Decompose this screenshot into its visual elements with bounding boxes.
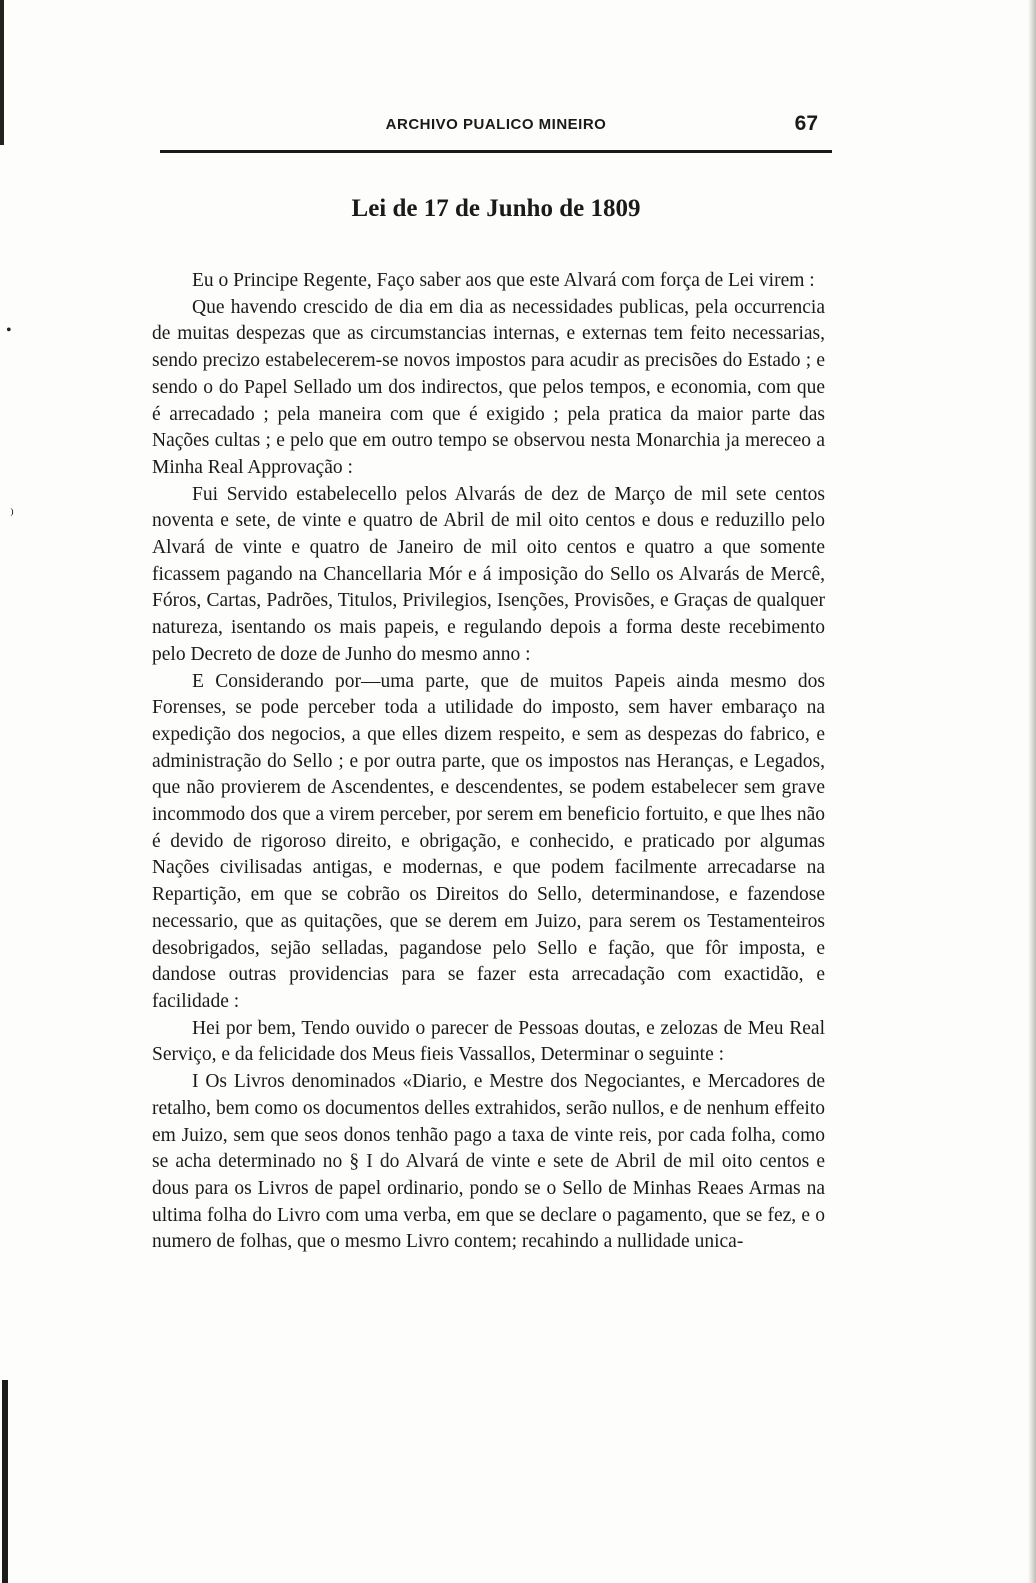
page-left-edge-shadow (0, 0, 4, 145)
page-header (160, 112, 832, 146)
paragraph: Eu o Principe Regente, Faço saber aos que este Alvará com força de Lei virem : (192, 270, 815, 291)
page-left-edge-shadow-lower (2, 1380, 8, 1583)
running-head: ARCHIVO PUALICO MINEIRO (385, 116, 607, 133)
paragraph: Que havendo crescido de dia em dia as necessidades publicas, pela occurrencia de muitas despezas que as circumstancias internas, e externas tem feito necessarias, sendo precizo estabelecerem-se novos impostos para acudir as precisões do Estado ; e sendo o do Papel Sellado um dos indirectos, que pelos tempos, e economia, com que é arrecadado ; pela maneira com que é exigido ; pela pratica da maior parte das Nações cultas ; e pelo que em outro tempo se observou nesta Monarchia ja mereceo a Minha Real Approvação : (152, 296, 825, 478)
margin-speck: • (6, 322, 12, 339)
paragraph: I Os Livros denominados «Diario, e Mestre dos Negociantes, e Mercadores de retalho, bem como os documentos delles extrahidos, serão nullos, e de nenhum effeito em Juizo, sem que seos donos tenhão pago a taxa de vinte reis, por cada folha, como se acha determinado no § I do Alvará de vinte e sete de Abril de mil oito centos e dous para os Livros de papel ordinario, pondo se o Sello de Minhas Reaes Armas na ultima folha do Livro com uma verba, em que se declare o pagamento, que se fez, e o numero de folhas, que o mesmo Livro contem; recahindo a nullidade unica- (152, 1071, 825, 1253)
page-right-edge-shadow (1028, 0, 1036, 1583)
page-number: 67 (794, 112, 818, 135)
paragraph: Fui Servido estabelecello pelos Alvarás de dez de Março de mil sete centos noventa e sete, de vinte e quatro de Abril de mil oito centos e dous e reduzillo pelo Alvará de vinte e quatro de Janeiro de mil oito centos e quatro a que somente ficassem pagando na Chancellaria Mór e á imposição do Sello os Alvarás de Mercê, Fóros, Cartas, Padrões, Titulos, Privilegios, Isenções, Provisões, e Graças de qualquer natureza, isentando os mais papeis, e regulando depois a forma deste recebimento pelo Decreto de doze de Junho do mesmo anno : (152, 483, 825, 665)
paragraph: E Considerando por—uma parte, que de muitos Papeis ainda mesmo dos Forenses, se pode perceber toda a utilidade do imposto, sem haver embaraço na expedição dos negocios, a que elles dizem respeito, e sem as despezas do fabrico, e administração do Sello ; e por outra parte, que os impostos nas Heranças, e Legados, que não provierem de Ascendentes, e descendentes, se podem estabelecer sem grave incommodo dos que a virem perceber, por serem em beneficio fortuito, e que lhes não é devido de rigoroso direito, e obrigação, e conhecido, e praticado por algumas Nações civilisadas antigas, e modernas, e que podem facilmente arrecadarse na Repartição, em que se cobrão os Direitos do Sello, determinandose, e fazendose necessario, que as quitações, que se derem em Juizo, para serem os Testamenteiros desobrigados, sejão selladas, pagandose pelo Sello e fação, que fôr imposta, e dandose outras providencias para se fazer esta arrecadação com exactidão, e facilidade : (152, 670, 825, 1012)
margin-speck: ⁾ (10, 507, 14, 524)
body-text (152, 268, 825, 1256)
paragraph: Hei por bem, Tendo ouvido o parecer de Pessoas doutas, e zelozas de Meu Real Serviço, e da felicidade dos Meus fieis Vassallos, Determinar o seguinte : (152, 1017, 825, 1066)
header-rule (160, 150, 832, 153)
document-title: Lei de 17 de Junho de 1809 (351, 195, 641, 222)
